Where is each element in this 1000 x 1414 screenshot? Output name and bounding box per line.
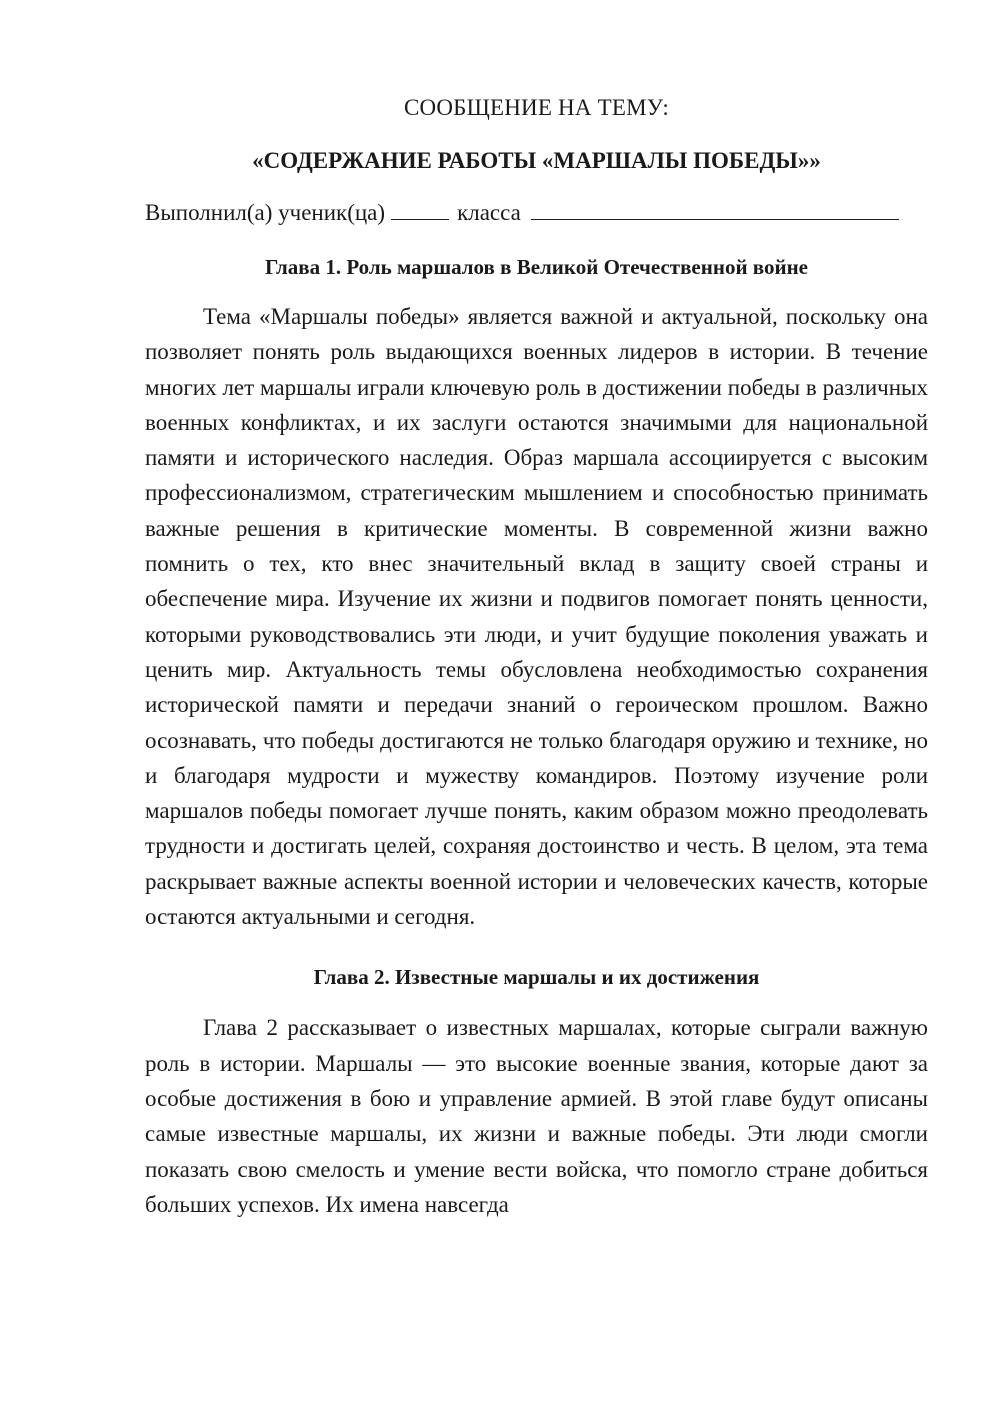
grade-blank bbox=[391, 197, 449, 220]
author-prefix: Выполнил(а) ученик(ца) bbox=[145, 200, 386, 225]
document-title-line-1: СООБЩЕНИЕ НА ТЕМУ: bbox=[404, 95, 669, 120]
name-blank bbox=[531, 197, 899, 220]
chapter-1-heading: Глава 1. Роль маршалов в Великой Отечественной войне bbox=[264, 255, 809, 279]
chapter-2-paragraph: Глава 2 рассказывает о известных маршалах, которые сыграли важную роль в истории. Маршалы — это высокие военные звания, которые дают за особые достижения в бою и управление армией. В этой главе будут описаны самые известные маршалы, их жизни и важные победы. Эти люди смогли показать свою смелость и умение вести войска, что помогло стране добиться больших успехов. Их имена навсегда bbox=[145, 1015, 928, 1217]
document-page bbox=[145, 92, 928, 1222]
chapter-2-heading: Глава 2. Известные маршалы и их достижения bbox=[313, 965, 760, 990]
class-label: класса bbox=[457, 200, 521, 225]
chapter-1-paragraph: Тема «Маршалы победы» является важной и актуальной, поскольку она позволяет понять роль выдающихся военных лидеров в истории. В течение многих лет маршалы играли ключевую роль в достижении победы в различных военных конфликтах, и их заслуги остаются значимыми для национальной памяти и исторического наследия. Образ маршала ассоциируется с высоким профессионализмом, стратегическим мышлением и способностью принимать важные решения в критические моменты. В современной жизни важно помнить о тех, кто внес значительный вклад в защиту своей страны и обеспечение мира. Изучение их жизни и подвигов помогает понять ценности, которыми руководствовались эти люди, и учит будущие поколения уважать и ценить мир. Актуальность темы обусловлена необходимостью сохранения исторической памяти и передачи знаний о героическом прошлом. Важно осознавать, что победы достигаются не только благодаря оружию и технике, но и благодаря мудрости и мужеству командиров. Поэтому изучение роли маршалов победы помогает лучше понять, каким образом можно преодолевать трудности и достигать целей, сохраняя достоинство и честь. В целом, эта тема раскрывает важные аспекты военной истории и человеческих качеств, которые остаются актуальными и сегодня. bbox=[145, 304, 928, 930]
document-title-line-2: «СОДЕРЖАНИЕ РАБОТЫ «МАРШАЛЫ ПОБЕДЫ»» bbox=[252, 148, 821, 173]
author-line bbox=[145, 197, 928, 229]
